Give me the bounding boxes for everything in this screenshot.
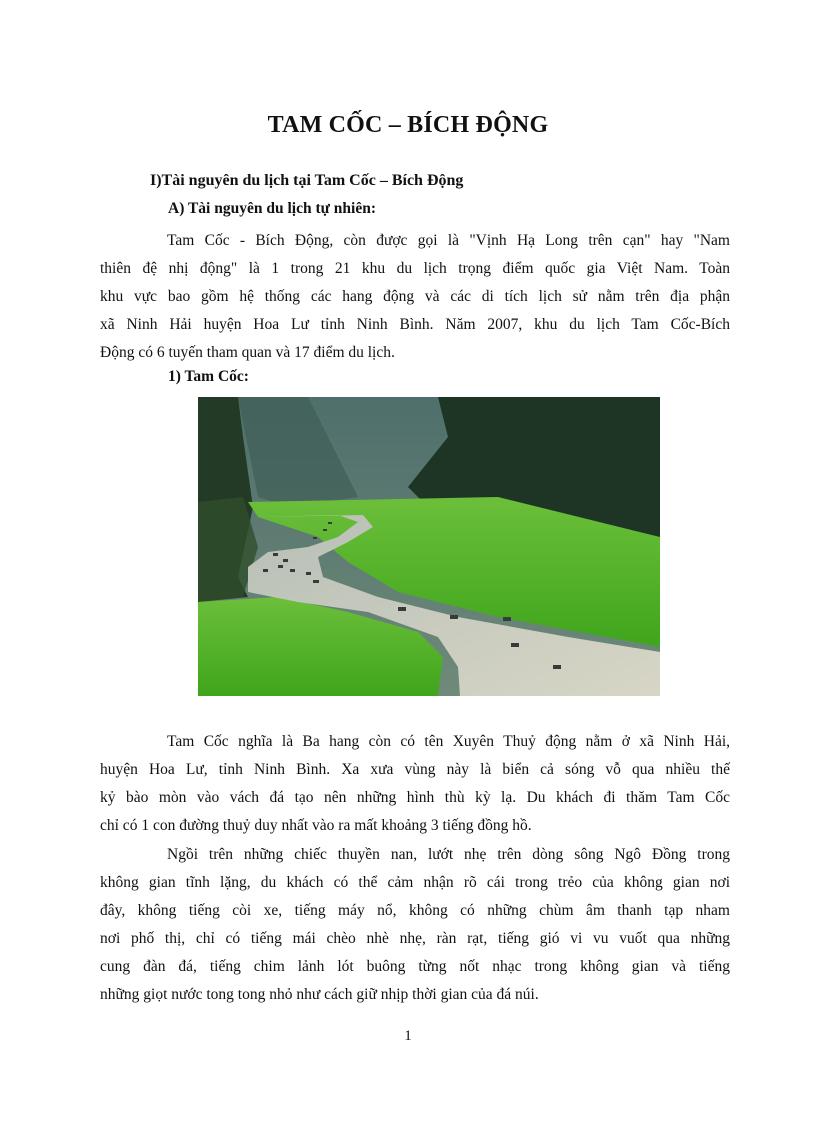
- text-line: những giọt nước tong tong nhỏ như cách giữ nhịp thời gian của đá núi.: [100, 986, 539, 1003]
- paragraph-boat-experience: [100, 841, 730, 1009]
- text-line: cung đàn đá, tiếng chim lảnh lót buông từng nốt nhạc trong không gian và tiếng: [100, 958, 730, 975]
- text-line: Ngồi trên những chiếc thuyền nan, lướt nhẹ trên dòng sông Ngô Đồng trong: [167, 846, 730, 863]
- paragraph-tam-coc-meaning: [100, 728, 730, 840]
- text-line: kỷ bào mòn vào vách đá tạo nên những hình thù kỳ lạ. Du khách đi thăm Tam Cốc: [100, 789, 730, 806]
- text-line: chỉ có 1 con đường thuỷ duy nhất vào ra mất khoảng 3 tiếng đồng hồ.: [100, 817, 532, 834]
- text-line: Tam Cốc nghĩa là Ba hang còn có tên Xuyên Thuỷ động nằm ở xã Ninh Hải,: [167, 733, 730, 750]
- text-line: không gian tĩnh lặng, du khách có thể cảm nhận rõ cái trong trẻo của không gian nơi: [100, 874, 730, 891]
- text-line: Động có 6 tuyến tham quan và 17 điểm du lịch.: [100, 344, 395, 361]
- paragraph-intro: [100, 227, 730, 367]
- text-line: huyện Hoa Lư, tỉnh Ninh Bình. Xa xưa vùng này là biển cả sóng vỗ qua nhiều thế: [100, 761, 730, 778]
- item-heading: 1) Tam Cốc:: [168, 368, 249, 385]
- page-title: TAM CỐC – BÍCH ĐỘNG: [267, 112, 549, 138]
- text-line: Tam Cốc - Bích Động, còn được gọi là "Vịnh Hạ Long trên cạn" hay "Nam: [167, 232, 730, 249]
- text-line: khu vực bao gồm hệ thống các hang động và các di tích lịch sử nằm trên địa phận: [100, 288, 730, 305]
- tam-coc-photo: [198, 397, 660, 696]
- text-line: đây, không tiếng còi xe, tiếng máy nổ, không có những chùm âm thanh tạp nham: [100, 902, 730, 919]
- text-line: thiên đệ nhị động" là 1 trong 21 khu du lịch trọng điểm quốc gia Việt Nam. Toàn: [100, 260, 730, 277]
- page-number: 1: [404, 1028, 412, 1044]
- subsection-heading: A) Tài nguyên du lịch tự nhiên:: [168, 200, 376, 217]
- text-line: xã Ninh Hải huyện Hoa Lư tỉnh Ninh Bình. Năm 2007, khu du lịch Tam Cốc-Bích: [100, 316, 730, 333]
- section-heading: I)Tài nguyên du lịch tại Tam Cốc – Bích Động: [150, 172, 464, 189]
- text-line: nơi phố thị, chỉ có tiếng mái chèo nhè nhẹ, ràn rạt, tiếng gió vi vu vuốt qua những: [100, 930, 730, 947]
